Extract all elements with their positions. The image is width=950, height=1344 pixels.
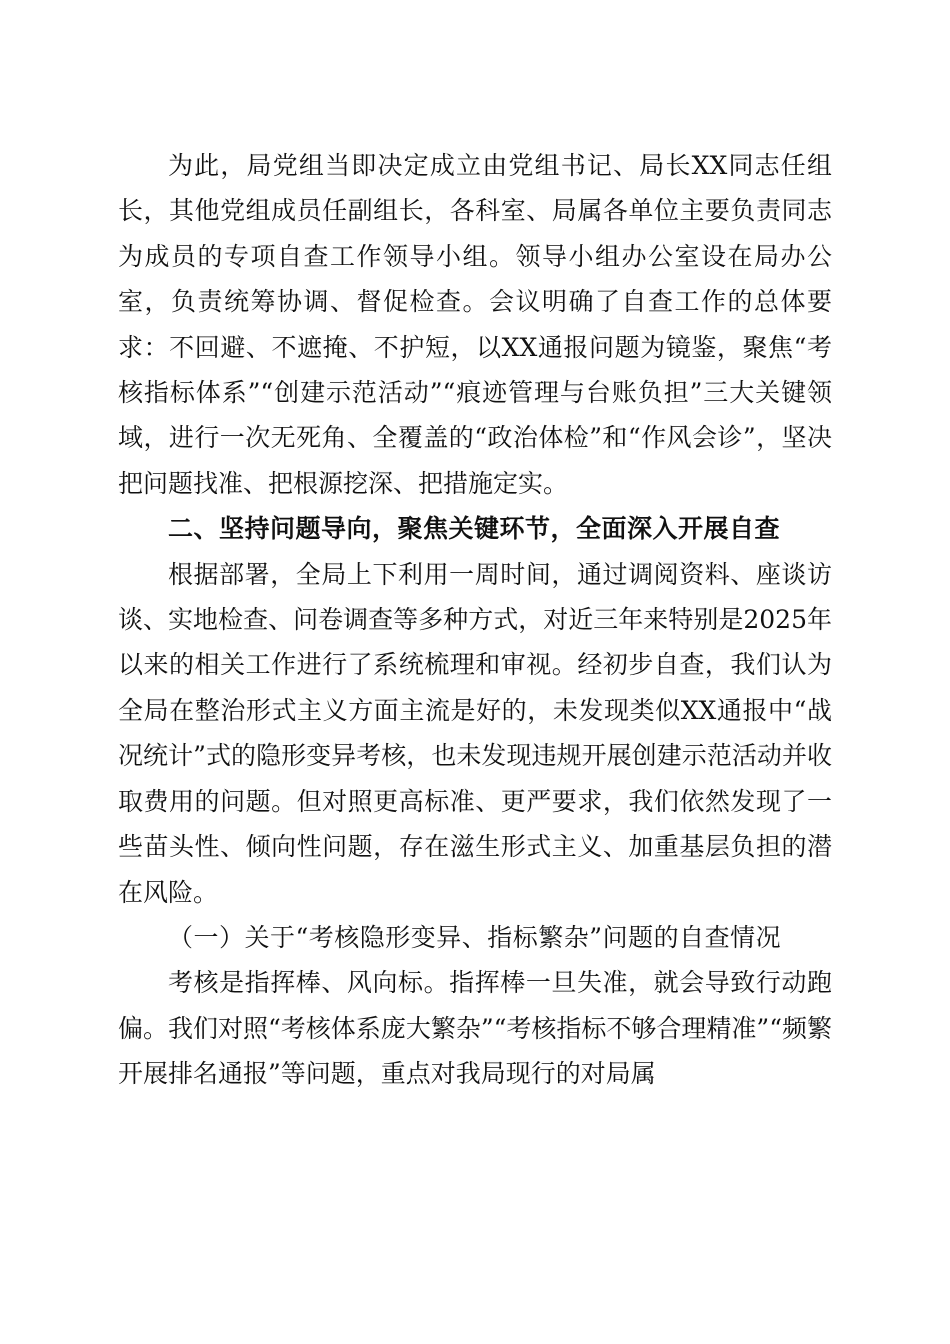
paragraph-leading-group: 为此，局党组当即决定成立由党组书记、局长XX同志任组长，其他党组成员任副组长，各科室、局属各单位主要负责同志为成员的专项自查工作领导小组。领导小组办公室设在局办公室，负责统筹协调、督促检查。会议明确了自查工作的总体要求：不回避、不遮掩、不护短，以XX通报问题为镜鉴，聚焦“考核指标体系”“创建示范活动”“痕迹管理与台账负担”三大关键领域，进行一次无死角、全覆盖的“政治体检”和“作风会诊”，坚决把问题找准、把根源挖深、把措施定实。: [118, 151, 832, 498]
section-heading-2: 二、坚持问题导向，聚焦关键环节，全面深入开展自查: [168, 514, 781, 544]
paragraph-assessment: 考核是指挥棒、风向标。指挥棒一旦失准，就会导致行动跑偏。我们对照“考核体系庞大繁杂”“考核指标不够合理精准”“频繁开展排名通报”等问题，重点对我局现行的对局属: [118, 968, 832, 1089]
document-body: [118, 143, 832, 1097]
paragraph-self-inspection: 根据部署，全局上下利用一周时间，通过调阅资料、座谈访谈、实地检查、问卷调查等多种方式，对近三年来特别是2025年以来的相关工作进行了系统梳理和审视。经初步自查，我们认为全局在整治形式主义方面主流是好的，未发现类似XX通报中“战况统计”式的隐形变异考核，也未发现违规开展创建示范活动并收取费用的问题。但对照更高标准、更严要求，我们依然发现了一些苗头性、倾向性问题，存在滋生形式主义、加重基层负担的潜在风险。: [118, 559, 832, 907]
subsection-heading-1: （一）关于“考核隐形变异、指标繁杂”问题的自查情况: [168, 922, 782, 952]
